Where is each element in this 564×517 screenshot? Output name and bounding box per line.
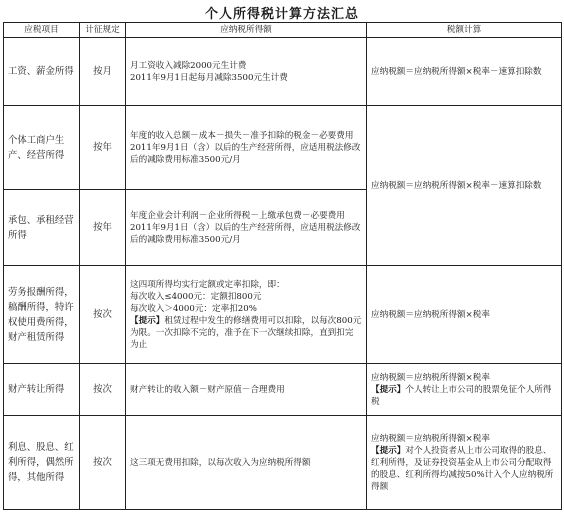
rule-cell: 按年 [80, 190, 126, 266]
base-cell [126, 106, 367, 190]
header-calc: 税额计算 [367, 23, 562, 38]
tip-tag: 【提示】 [130, 315, 165, 326]
table-row [4, 416, 562, 510]
rule-cell: 按次 [80, 266, 126, 364]
rule-cell: 按次 [80, 416, 126, 510]
calc-cell [367, 416, 562, 510]
base-line: 年度企业会计利润－企业所得税－上缴承包费－必要费用 [130, 210, 345, 221]
calc-line: 应纳税额＝应纳税所得额×税率 [371, 433, 490, 444]
tip-text: 对个人投资者从上市公司取得的股息、红利所得，及证券投资基金从上市公司分配取得的股息、红利所得均减按50%计入个人应纳税所得额 [371, 445, 554, 492]
item-cell: 承包、承租经营所得 [4, 190, 80, 266]
base-line: 年度的收入总额－成本－损失－准予扣除的税金－必要费用 [130, 130, 354, 141]
base-line: 月工资收入减除2000元生计费 [130, 60, 247, 71]
header-rule: 计征规定 [80, 23, 126, 38]
base-line: 2011年9月1日（含）以后的生产经营所得，应适用税法修改后的减除费用标准3500元/月 [130, 222, 361, 245]
table-row [4, 106, 562, 190]
base-line: 2011年9月1日（含）以后的生产经营所得，应适用税法修改后的减除费用标准3500元/月 [130, 142, 361, 165]
calc-cell: 应纳税额＝应纳税所得额×税率 [367, 266, 562, 364]
item-cell: 利息、股息、红利所得，偶然所得，其他所得 [4, 416, 80, 510]
tip-text: 个人转让上市公司的股票免征个人所得税 [371, 384, 552, 407]
calc-cell-merged: 应纳税额＝应纳税所得额×税率－速算扣除数 [367, 106, 562, 266]
item-cell: 劳务报酬所得，稿酬所得，特许权使用费所得，财产租赁所得 [4, 266, 80, 364]
tip-note [371, 384, 557, 408]
table-row [4, 364, 562, 416]
table-row [4, 38, 562, 106]
rule-cell: 按年 [80, 106, 126, 190]
calc-line: 应纳税额＝应纳税所得额×税率 [371, 372, 490, 383]
base-cell [126, 190, 367, 266]
base-cell [126, 38, 367, 106]
base-cell: 这三项无费用扣除，以每次收入为应纳税所得额 [126, 416, 367, 510]
tax-summary-table [3, 22, 562, 510]
tip-tag: 【提示】 [371, 445, 406, 456]
item-cell: 个体工商户生产、经营所得 [4, 106, 80, 190]
page-title: 个人所得税计算方法汇总 [204, 7, 359, 22]
tip-note [371, 445, 557, 493]
base-line: 2011年9月1日起每月减除3500元生计费 [130, 72, 288, 83]
base-line: 每次收入≤4000元：定额扣800元 [130, 291, 262, 302]
base-line: 这四项所得均实行定额或定率扣除，即： [130, 279, 285, 290]
table-header-row [4, 23, 562, 38]
tip-note [130, 315, 362, 351]
tip-text: 租赁过程中发生的修缮费用可以扣除，以每次800元为限。一次扣除不完的，准予在下一次继续扣除，直到扣完为止 [130, 315, 362, 350]
tip-tag: 【提示】 [371, 384, 406, 395]
rule-cell: 按次 [80, 364, 126, 416]
item-cell: 财产转让所得 [4, 364, 80, 416]
header-item: 应税项目 [4, 23, 80, 38]
base-line: 每次收入＞4000元：定率扣20% [130, 303, 257, 314]
calc-cell [367, 364, 562, 416]
table-row [4, 266, 562, 364]
rule-cell: 按月 [80, 38, 126, 106]
base-cell: 财产转让的收入额－财产原值－合理费用 [126, 364, 367, 416]
item-cell: 工资、薪金所得 [4, 38, 80, 106]
header-base: 应纳税所得额 [126, 23, 367, 38]
calc-cell: 应纳税额＝应纳税所得额×税率－速算扣除数 [367, 38, 562, 106]
base-cell [126, 266, 367, 364]
